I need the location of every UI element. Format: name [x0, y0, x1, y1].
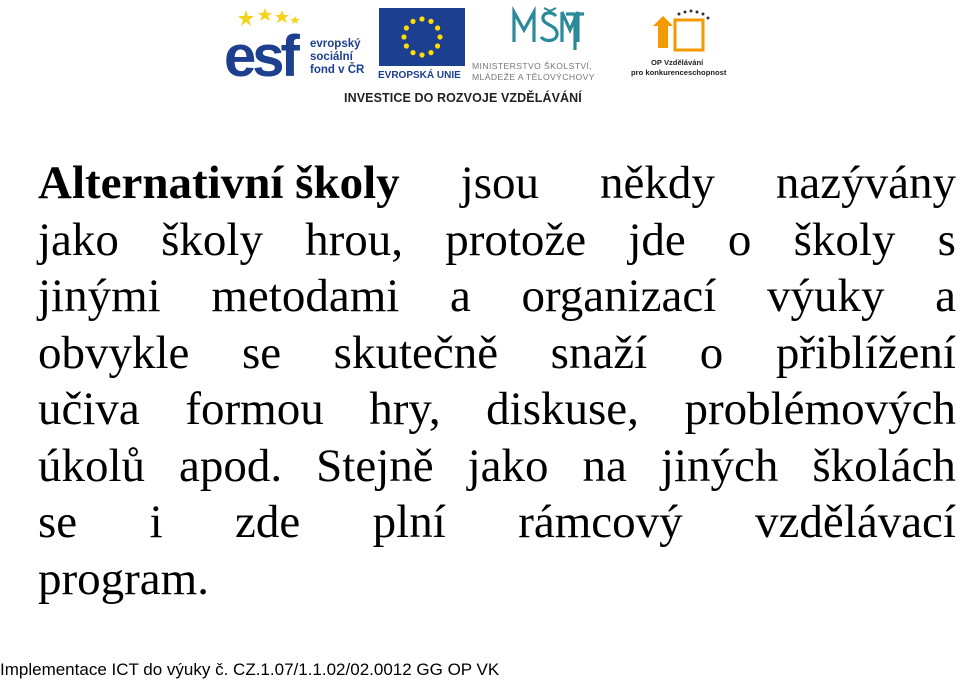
text-line-4	[38, 325, 956, 382]
esf-line-1: evropský	[310, 38, 361, 50]
word: nazývány	[775, 157, 956, 209]
esf-line-2: sociální	[310, 51, 353, 63]
word: formou	[185, 383, 324, 435]
word: se	[38, 496, 78, 548]
esf-logo	[222, 8, 378, 89]
word: plní	[372, 496, 446, 548]
eu-caption: EVROPSKÁ UNIE	[378, 70, 461, 81]
word: jsou	[460, 157, 540, 209]
word: skutečně	[333, 326, 499, 379]
text-line-8	[38, 551, 956, 608]
word: školy	[161, 213, 263, 266]
word: program.	[38, 552, 209, 605]
op-mark-icon	[649, 8, 713, 58]
word: o	[699, 326, 724, 379]
footer-project-id: Implementace ICT do výuky č. CZ.1.07/1.1.02/02.0012 GG OP VK	[0, 660, 500, 679]
op-caption-line-1: OP Vzdělávání	[651, 58, 704, 67]
word: učiva	[38, 383, 140, 435]
word: přiblížení	[775, 326, 956, 379]
text-line-7	[38, 494, 956, 551]
word: rámcový	[518, 496, 683, 548]
text-line-2	[38, 212, 956, 269]
text-line-3	[38, 268, 956, 325]
word: apod.	[179, 439, 283, 492]
word: školy	[793, 213, 896, 266]
esf-text	[310, 38, 380, 77]
logo-banner	[222, 6, 727, 110]
op-caption	[631, 58, 731, 78]
op-logo	[627, 6, 727, 84]
msmt-logo	[472, 6, 622, 84]
word: metodami	[211, 270, 400, 322]
text-line-5	[38, 381, 956, 438]
word: jde	[628, 213, 686, 266]
word: protože	[445, 213, 587, 266]
word: a	[449, 270, 471, 322]
investment-tagline: INVESTICE DO ROZVOJE VZDĚLÁVÁNÍ	[344, 91, 582, 105]
word: jako	[38, 213, 119, 266]
esf-line-3: fond v ČR	[310, 64, 365, 76]
word: jako	[467, 439, 549, 492]
word: hrou,	[305, 213, 404, 266]
text-line-1	[38, 155, 956, 212]
word: obvykle	[38, 326, 190, 379]
word: s	[937, 213, 956, 266]
word: Stejně	[316, 439, 434, 492]
word: o	[727, 213, 752, 266]
word: jinými	[38, 270, 161, 322]
word: zde	[235, 496, 301, 548]
word: problémových	[684, 383, 956, 435]
word: výuky	[766, 270, 885, 322]
msmt-caption-line-1: MINISTERSTVO ŠKOLSTVÍ,	[472, 61, 593, 71]
title-bold: Alternativní školy	[38, 157, 400, 209]
msmt-caption-line-2: MLÁDEŽE A TĚLOVÝCHOVY	[472, 71, 595, 82]
word: hry,	[369, 383, 441, 435]
word: na	[582, 439, 627, 492]
word: vzdělávací	[755, 496, 956, 548]
word: někdy	[600, 157, 715, 209]
eu-flag-icon	[379, 8, 465, 66]
text-line-6	[38, 438, 956, 495]
word: školách	[812, 439, 956, 492]
word: i	[149, 496, 163, 548]
word: organizací	[521, 270, 717, 322]
word: jiných	[660, 439, 779, 492]
msmt-caption	[472, 61, 622, 82]
msmt-mark-icon	[510, 6, 586, 60]
main-paragraph	[38, 155, 956, 607]
word: úkolů	[38, 439, 146, 492]
word: snaží	[550, 326, 648, 379]
word: se	[241, 326, 282, 379]
esf-wordmark: esf	[224, 24, 296, 89]
eu-logo	[378, 8, 468, 84]
word: diskuse,	[486, 383, 639, 435]
word: a	[935, 270, 956, 322]
op-caption-line-2: pro konkurenceschopnost	[631, 68, 727, 77]
